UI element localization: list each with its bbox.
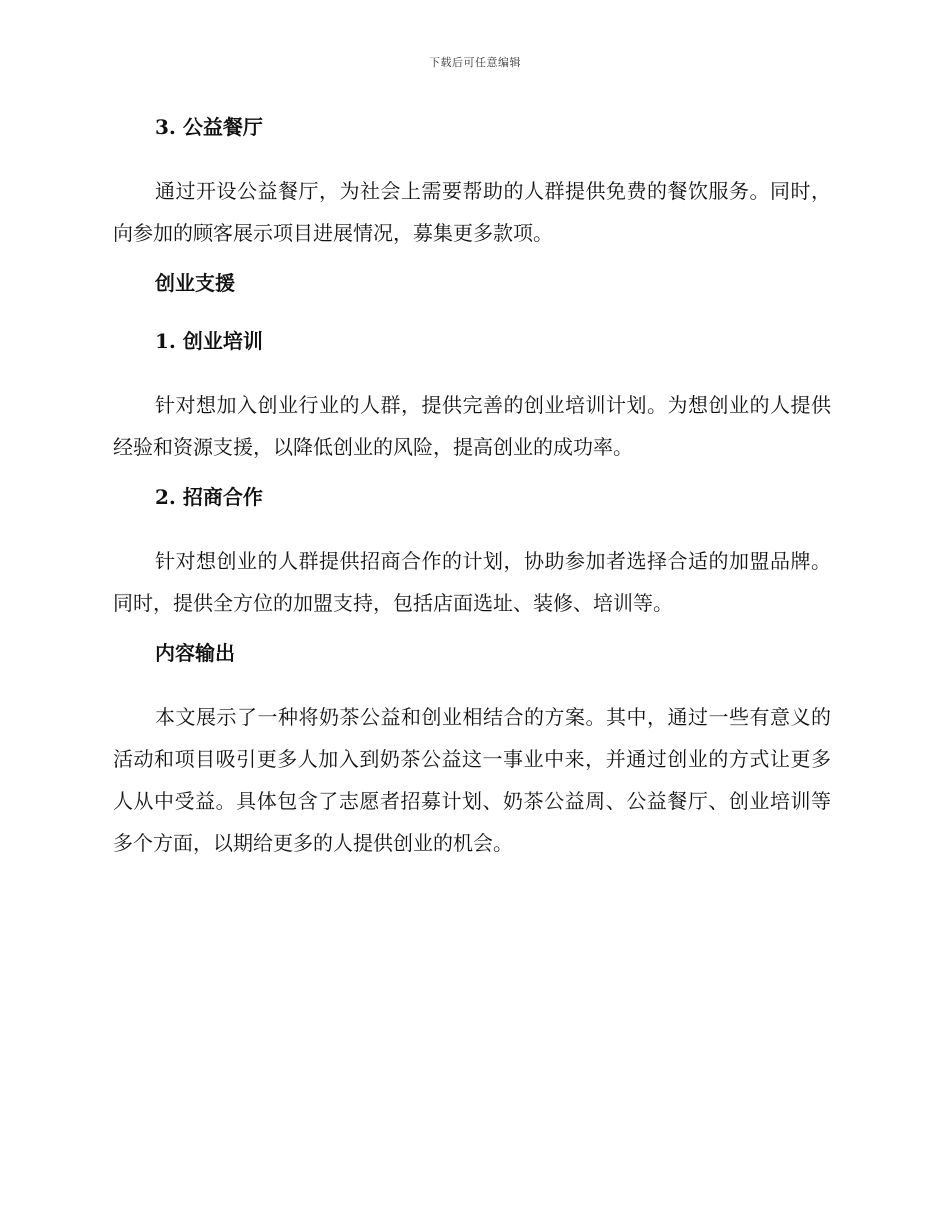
paragraph-training: 针对想加入创业行业的人群，提供完善的创业培训计划。为想创业的人提供经验和资源支援，以降低创业的风险，提高创业的成功率。	[113, 393, 831, 459]
section-heading-output: 内容输出	[155, 641, 235, 665]
paragraph-output: 本文展示了一种将奶茶公益和创业相结合的方案。其中，通过一些有意义的活动和项目吸引更多人加入到奶茶公益这一事业中来，并通过创业的方式让更多人从中受益。具体包含了志愿者招募计划、奶茶公益周、公益餐厅、创业培训等多个方面，以期给更多的人提供创业的机会。	[113, 705, 831, 855]
section-heading-training: 1. 创业培训	[155, 329, 263, 353]
paragraph-investment: 针对想创业的人群提供招商合作的计划，协助参加者选择合适的加盟品牌。同时，提供全方位的加盟支持，包括店面选址、装修、培训等。	[113, 549, 831, 615]
section-heading-restaurant: 3. 公益餐厅	[155, 115, 263, 139]
document-body	[113, 112, 831, 876]
section-heading-investment: 2. 招商合作	[155, 485, 263, 509]
page-header: 下载后可任意编辑	[429, 56, 521, 69]
section-heading-startup-support: 创业支援	[155, 271, 235, 295]
paragraph-restaurant: 通过开设公益餐厅，为社会上需要帮助的人群提供免费的餐饮服务。同时，向参加的顾客展示项目进展情况，募集更多款项。	[113, 179, 831, 245]
